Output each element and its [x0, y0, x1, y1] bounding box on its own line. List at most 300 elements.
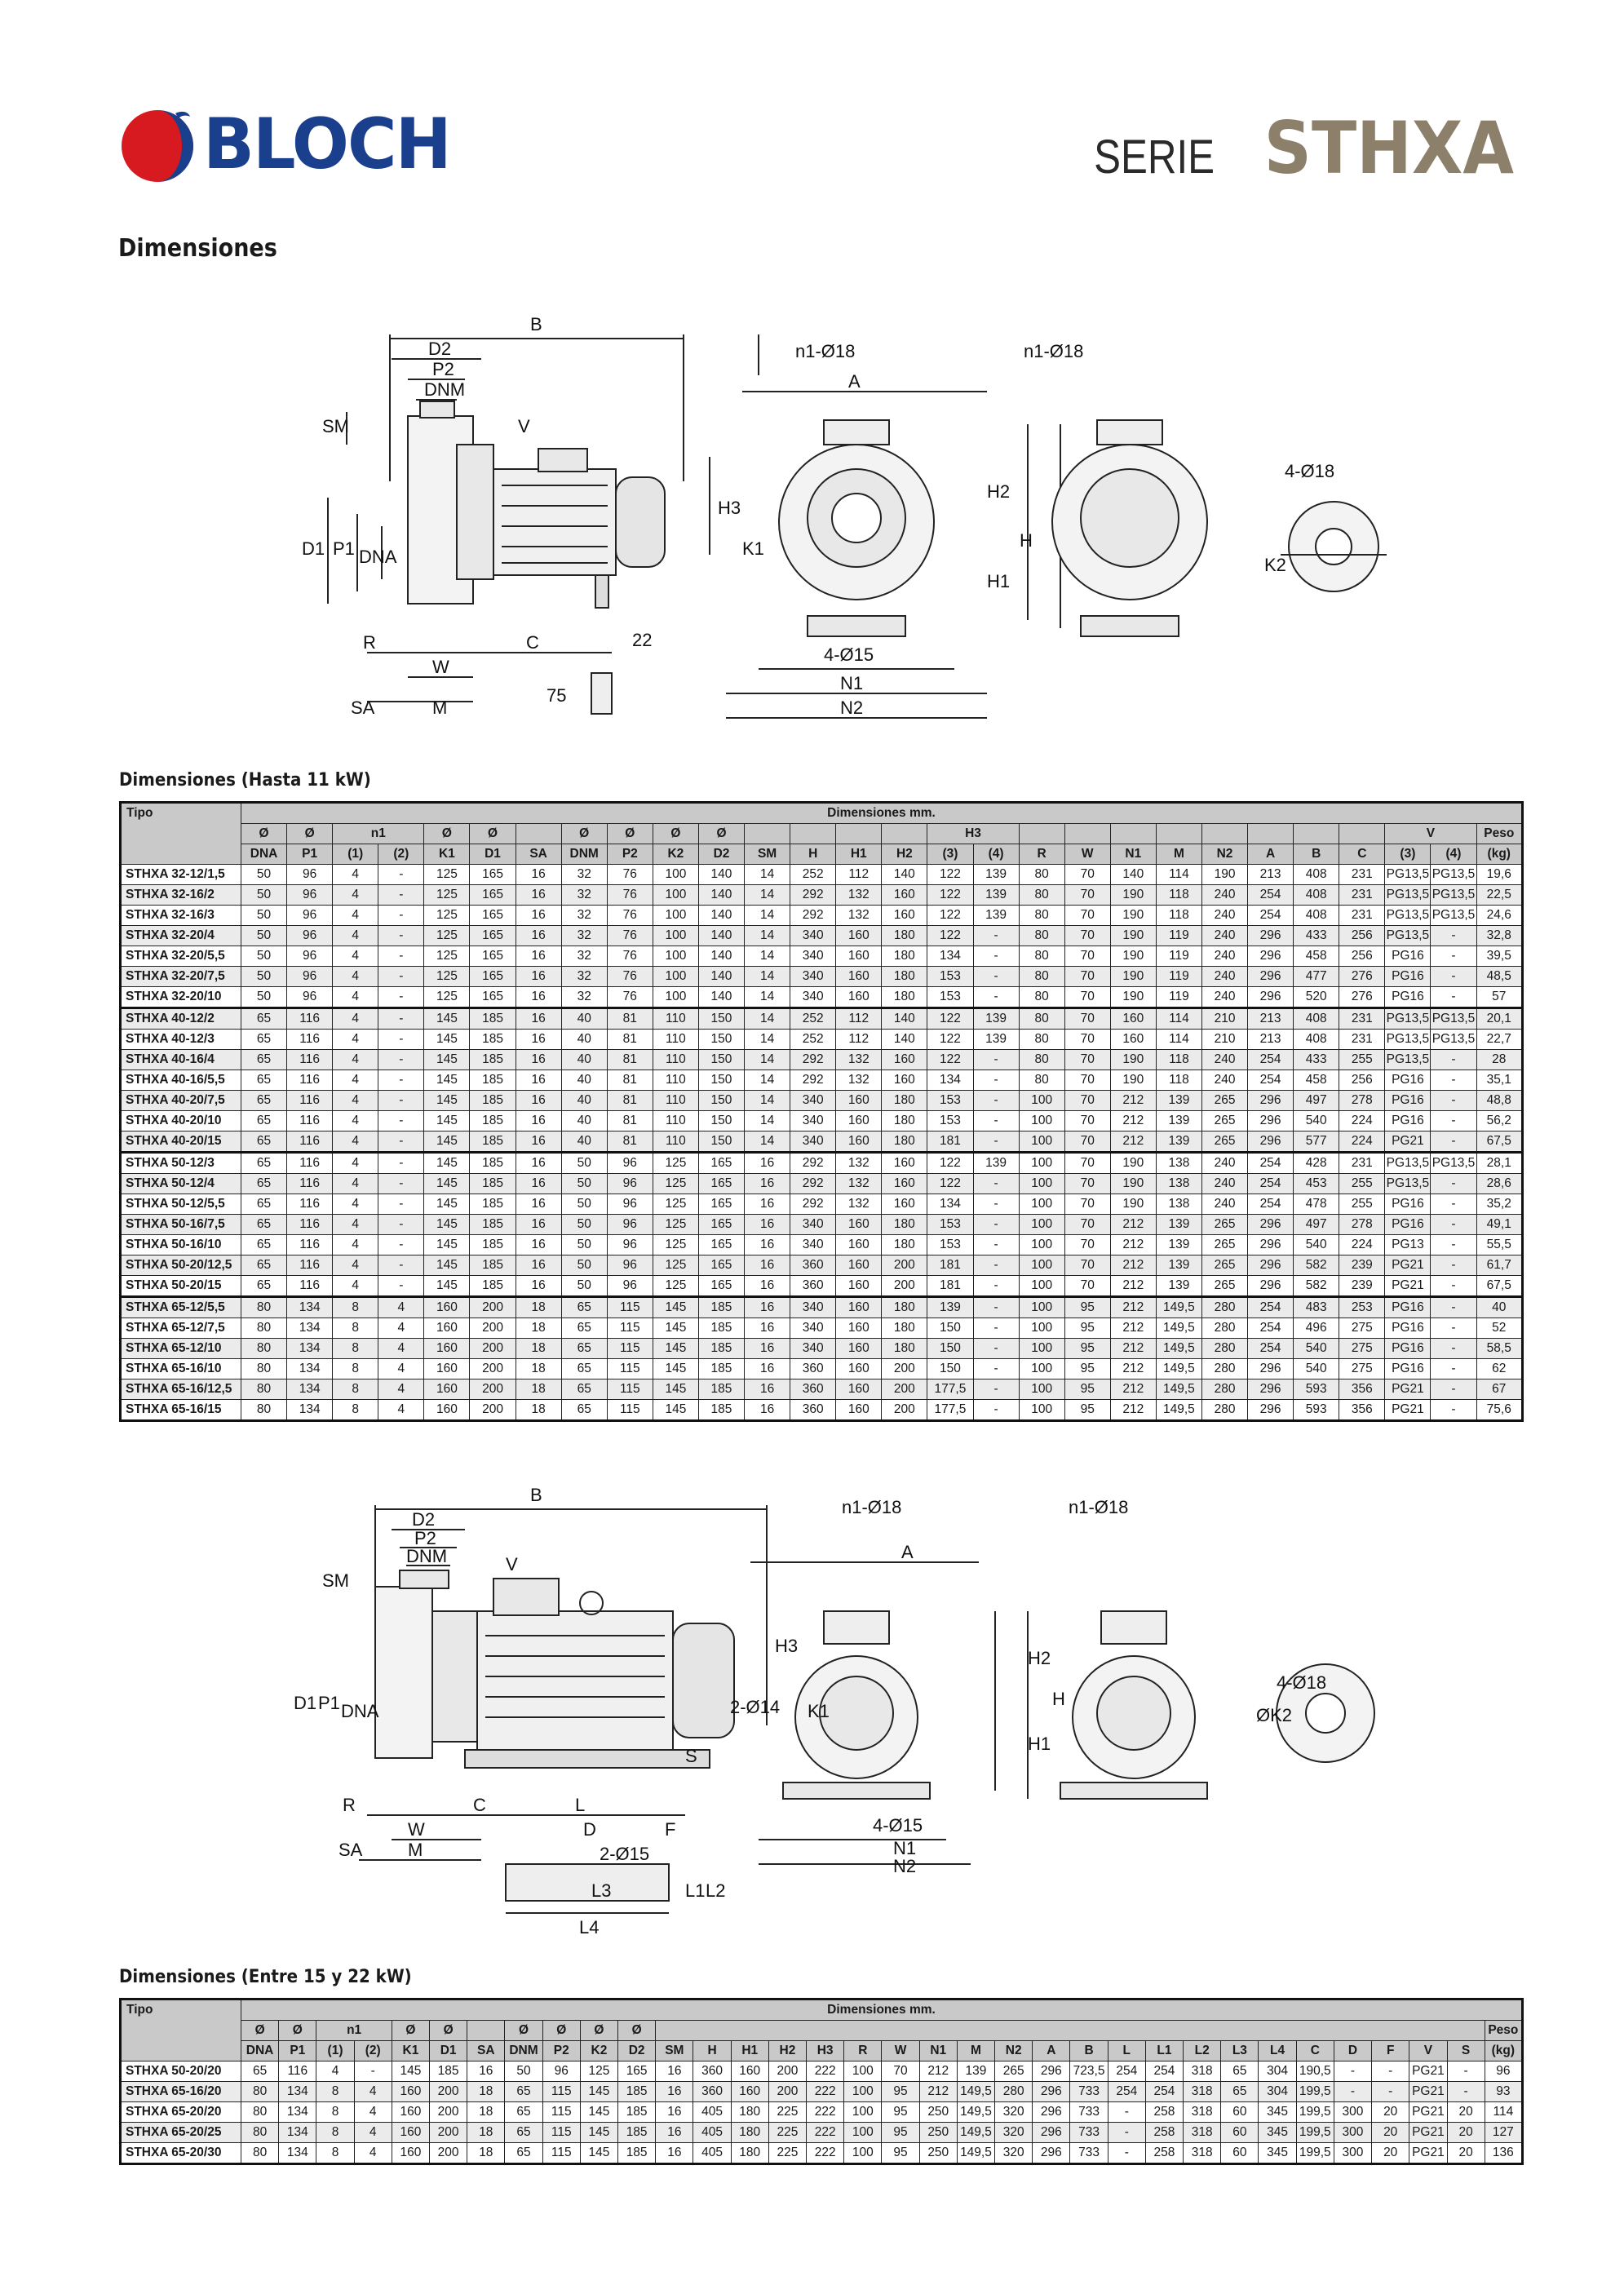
table-cell: 4: [333, 1008, 378, 1030]
table-cell: 593: [1294, 1400, 1339, 1421]
table-cell: 185: [470, 1091, 516, 1111]
table-cell: 16: [516, 906, 561, 926]
table-cell: 477: [1294, 967, 1339, 987]
table-cell: 212: [1110, 1256, 1156, 1276]
table-cell: 292: [790, 1194, 836, 1215]
table2-col-header: L3: [1221, 2041, 1259, 2062]
dim2-label-l2: L2: [706, 1880, 726, 1901]
table-cell: 40: [561, 1091, 607, 1111]
table-cell: 160: [836, 1215, 882, 1235]
table-cell: 296: [1033, 2102, 1070, 2123]
table2-top-header-row: [121, 2021, 1523, 2041]
table-cell: 180: [882, 1215, 927, 1235]
table-cell: -: [973, 1339, 1019, 1359]
table-cell: 150: [927, 1359, 973, 1380]
table-cell: 96: [607, 1256, 653, 1276]
table-cell: PG13,5: [1385, 1174, 1431, 1194]
table-cell: 14: [745, 946, 790, 967]
table-cell: 212: [1110, 1215, 1156, 1235]
table-cell: 100: [1019, 1132, 1064, 1153]
table1-col-header: W: [1064, 844, 1110, 865]
table2-col-header: (1): [316, 2041, 354, 2062]
table-cell: 433: [1294, 926, 1339, 946]
table-cell: 153: [927, 1235, 973, 1256]
table-cell: 200: [470, 1339, 516, 1359]
model-name-cell: STHXA 32-20/10: [121, 987, 241, 1008]
table-cell: 136: [1485, 2143, 1522, 2164]
table-cell: PG21: [1385, 1276, 1431, 1297]
table-cell: 320: [995, 2102, 1033, 2123]
table-cell: 122: [927, 1008, 973, 1030]
table-cell: 199,5: [1296, 2082, 1334, 2102]
table-cell: 185: [470, 1008, 516, 1030]
table-cell: 4: [333, 1111, 378, 1132]
table-cell: 80: [1019, 1008, 1064, 1030]
table2-top-header-blank: [656, 2021, 1485, 2041]
table-cell: PG16: [1385, 987, 1431, 1008]
table-cell: 139: [1156, 1235, 1201, 1256]
dim2-label-b: B: [530, 1485, 542, 1505]
table-cell: 56,2: [1476, 1111, 1522, 1132]
table-cell: 80: [1019, 987, 1064, 1008]
table-cell: 4: [333, 1050, 378, 1070]
table1-col-header: H: [790, 844, 836, 865]
table-cell: 150: [698, 1091, 744, 1111]
table-cell: 582: [1294, 1256, 1339, 1276]
dim-label-p1: P1: [333, 538, 355, 559]
model-name-cell: STHXA 40-20/15: [121, 1132, 241, 1153]
table-cell: 222: [807, 2062, 844, 2082]
table-cell: 540: [1294, 1359, 1339, 1380]
table-cell: -: [973, 1091, 1019, 1111]
table-cell: 65: [505, 2143, 542, 2164]
table-cell: 116: [287, 1132, 333, 1153]
table-cell: 134: [287, 1359, 333, 1380]
table-cell: 32: [561, 906, 607, 926]
table-cell: 4: [333, 885, 378, 906]
table-cell: 185: [698, 1318, 744, 1339]
table-cell: 185: [470, 1132, 516, 1153]
table-cell: 16: [516, 926, 561, 946]
table1-top-header: [516, 824, 561, 844]
table-row: [121, 1318, 1523, 1339]
table-cell: 160: [836, 1091, 882, 1111]
table-cell: 265: [1201, 1276, 1247, 1297]
table1-top-header: [1339, 824, 1385, 844]
table-row: [121, 967, 1523, 987]
table-cell: 185: [470, 1256, 516, 1276]
table-cell: 4: [333, 987, 378, 1008]
table1-col-header: P1: [287, 844, 333, 865]
table-cell: 239: [1339, 1276, 1385, 1297]
table-cell: 200: [882, 1359, 927, 1380]
table-cell: -: [354, 2062, 392, 2082]
table-cell: -: [378, 1111, 424, 1132]
table-cell: 185: [470, 1194, 516, 1215]
table-cell: PG13: [1385, 1235, 1431, 1256]
table-cell: 181: [927, 1256, 973, 1276]
table-cell: 14: [745, 1132, 790, 1153]
table-cell: 125: [653, 1174, 698, 1194]
table-cell: 212: [1110, 1235, 1156, 1256]
table-cell: 733: [1070, 2082, 1108, 2102]
table-cell: PG21: [1385, 1380, 1431, 1400]
table-cell: -: [1431, 967, 1476, 987]
table-cell: 95: [882, 2102, 919, 2123]
dim2-label-h3: H3: [775, 1636, 799, 1656]
table-cell: PG21: [1409, 2123, 1447, 2143]
table-cell: 185: [618, 2123, 656, 2143]
table-cell: 250: [919, 2123, 957, 2143]
table-cell: 125: [424, 946, 470, 967]
table-cell: 50: [241, 987, 287, 1008]
table-cell: 190: [1110, 946, 1156, 967]
table-cell: 150: [698, 1008, 744, 1030]
table-cell: 540: [1294, 1235, 1339, 1256]
table-cell: 185: [698, 1297, 744, 1318]
table-cell: 408: [1294, 1030, 1339, 1050]
table-cell: -: [1431, 946, 1476, 967]
table1-col-header: D2: [698, 844, 744, 865]
table-cell: 256: [1339, 946, 1385, 967]
table-row: [121, 1030, 1523, 1050]
table-cell: 96: [607, 1174, 653, 1194]
table-cell: -: [973, 1276, 1019, 1297]
table-cell: 134: [927, 1070, 973, 1091]
table-row: [121, 1111, 1523, 1132]
table1-top-header: [1064, 824, 1110, 844]
table-cell: 160: [836, 1132, 882, 1153]
table-cell: 160: [1110, 1030, 1156, 1050]
table-cell: 180: [731, 2143, 768, 2164]
table-cell: PG13,5: [1385, 865, 1431, 885]
table-cell: 18: [516, 1380, 561, 1400]
table-cell: -: [1447, 2082, 1485, 2102]
table-cell: 4: [333, 967, 378, 987]
table-cell: 177,5: [927, 1380, 973, 1400]
table-cell: 139: [973, 1030, 1019, 1050]
table-cell: 210: [1201, 1008, 1247, 1030]
model-name-cell: STHXA 40-16/5,5: [121, 1070, 241, 1091]
dim2-label-sm: SM: [322, 1570, 349, 1591]
table-row: [121, 1215, 1523, 1235]
table-cell: 16: [745, 1276, 790, 1297]
table-cell: 116: [287, 1070, 333, 1091]
dim-label-dnm: DNM: [424, 379, 466, 400]
table-cell: PG13,5: [1431, 1008, 1476, 1030]
table2-col-header: V: [1409, 2041, 1447, 2062]
table-cell: 18: [516, 1359, 561, 1380]
dim2-label-4-18: 4-Ø18: [1277, 1672, 1327, 1693]
table-cell: -: [973, 1050, 1019, 1070]
table-cell: 345: [1259, 2143, 1296, 2164]
table-cell: 16: [516, 1070, 561, 1091]
table-cell: 65: [241, 1256, 287, 1276]
table-cell: 115: [607, 1359, 653, 1380]
table2-col-header: (2): [354, 2041, 392, 2062]
table-cell: PG13,5: [1385, 1050, 1431, 1070]
table-cell: 14: [745, 1050, 790, 1070]
dim-label-a: A: [848, 371, 861, 392]
table-cell: 16: [745, 1400, 790, 1421]
dim-label-4-15: 4-Ø15: [824, 644, 874, 665]
table-cell: 149,5: [1156, 1318, 1201, 1339]
table-cell: 200: [768, 2062, 806, 2082]
model-name-cell: STHXA 40-12/3: [121, 1030, 241, 1050]
table-cell: 292: [790, 906, 836, 926]
table-cell: -: [378, 1174, 424, 1194]
table-cell: 28,1: [1476, 1153, 1522, 1174]
model-name-cell: STHXA 32-20/4: [121, 926, 241, 946]
table2-col-header: H: [693, 2041, 731, 2062]
table-cell: 14: [745, 987, 790, 1008]
table-cell: 50: [561, 1215, 607, 1235]
table-cell: 8: [316, 2102, 354, 2123]
table-cell: 149,5: [957, 2102, 994, 2123]
table-cell: 360: [790, 1359, 836, 1380]
table-cell: 180: [882, 1297, 927, 1318]
table-cell: 153: [927, 1091, 973, 1111]
table-row: [121, 1132, 1523, 1153]
table-cell: -: [1431, 1339, 1476, 1359]
table-cell: 100: [1019, 1235, 1064, 1256]
table-cell: 81: [607, 1132, 653, 1153]
table-cell: 145: [653, 1297, 698, 1318]
table-cell: 115: [542, 2123, 580, 2143]
table-row: [121, 1070, 1523, 1091]
table-cell: -: [1431, 1070, 1476, 1091]
table-cell: 65: [241, 1215, 287, 1235]
table-cell: 231: [1339, 865, 1385, 885]
table-cell: 254: [1248, 1339, 1294, 1359]
table-cell: 153: [927, 967, 973, 987]
dim2-label-s: S: [685, 1746, 697, 1766]
table1-body: [121, 865, 1523, 1421]
table-cell: -: [1431, 1235, 1476, 1256]
table-cell: 18: [467, 2123, 505, 2143]
table2-col-header: H3: [807, 2041, 844, 2062]
table-cell: 100: [653, 885, 698, 906]
table-cell: 254: [1108, 2062, 1145, 2082]
table-cell: 165: [618, 2062, 656, 2082]
table-cell: 62: [1476, 1359, 1522, 1380]
table-cell: 80: [241, 1318, 287, 1339]
table-cell: 318: [1184, 2123, 1221, 2143]
table-cell: 160: [1110, 1008, 1156, 1030]
table-cell: 296: [1248, 1276, 1294, 1297]
table-cell: 160: [836, 926, 882, 946]
table-cell: 231: [1339, 1153, 1385, 1174]
table-cell: 65: [561, 1400, 607, 1421]
table-cell: 180: [731, 2123, 768, 2143]
table-cell: 250: [919, 2102, 957, 2123]
table-cell: 165: [470, 946, 516, 967]
table1-col-header: (2): [378, 844, 424, 865]
table1-top-header: [1019, 824, 1064, 844]
table-cell: 280: [1201, 1318, 1247, 1339]
table-cell: 14: [745, 885, 790, 906]
table-cell: PG16: [1385, 1111, 1431, 1132]
table-cell: 100: [1019, 1256, 1064, 1276]
table-cell: 80: [1019, 865, 1064, 885]
dim-label-sm: SM: [322, 416, 349, 436]
dim-label-n1-base: N1: [840, 673, 864, 693]
table-cell: 16: [745, 1194, 790, 1215]
table-cell: PG13,5: [1385, 885, 1431, 906]
table-cell: 593: [1294, 1380, 1339, 1400]
dim-label-h1: H1: [987, 571, 1011, 591]
table-cell: 16: [745, 1297, 790, 1318]
table-cell: 296: [1248, 1400, 1294, 1421]
table-cell: 65: [241, 1070, 287, 1091]
table-cell: 100: [653, 946, 698, 967]
table2-top-header: Ø: [580, 2021, 617, 2041]
table-cell: 200: [430, 2123, 467, 2143]
table-cell: -: [378, 1132, 424, 1153]
table-cell: 20,1: [1476, 1008, 1522, 1030]
table-cell: 180: [882, 967, 927, 987]
table-cell: 145: [580, 2102, 617, 2123]
table-cell: 132: [836, 1050, 882, 1070]
table-cell: 24,6: [1476, 906, 1522, 926]
model-name-cell: STHXA 50-20/12,5: [121, 1256, 241, 1276]
table2-col-header: P2: [542, 2041, 580, 2062]
table-cell: 96: [607, 1215, 653, 1235]
table-cell: 100: [1019, 1318, 1064, 1339]
table-cell: 177,5: [927, 1400, 973, 1421]
table-cell: 185: [470, 1174, 516, 1194]
table-cell: PG13,5: [1431, 865, 1476, 885]
model-name-cell: STHXA 65-16/12,5: [121, 1380, 241, 1400]
table-cell: 134: [287, 1318, 333, 1339]
table-cell: 212: [919, 2082, 957, 2102]
table-cell: 70: [1064, 1132, 1110, 1153]
dim-label-n2: N2: [840, 698, 864, 718]
table-cell: 70: [1064, 1091, 1110, 1111]
table-cell: 240: [1201, 885, 1247, 906]
table-cell: 340: [790, 1111, 836, 1132]
table-cell: 165: [698, 1276, 744, 1297]
table-cell: 340: [790, 1297, 836, 1318]
table2-col-header: F: [1372, 2041, 1409, 2062]
table2-top-header: Ø: [392, 2021, 429, 2041]
table2-top-header: Ø: [241, 2021, 279, 2041]
table-cell: -: [1334, 2062, 1371, 2082]
table-cell: 4: [333, 1174, 378, 1194]
table-cell: 80: [1019, 926, 1064, 946]
table-cell: 4: [378, 1380, 424, 1400]
table-cell: 280: [1201, 1380, 1247, 1400]
table-cell: 114: [1156, 1030, 1201, 1050]
table-cell: 356: [1339, 1400, 1385, 1421]
table-cell: -: [1431, 1256, 1476, 1276]
table-cell: 165: [698, 1215, 744, 1235]
table-cell: 4: [333, 1030, 378, 1050]
table-cell: 4: [354, 2143, 392, 2164]
table-cell: 280: [1201, 1297, 1247, 1318]
table-cell: 65: [241, 2062, 279, 2082]
table-cell: 125: [424, 967, 470, 987]
table-cell: 150: [698, 1111, 744, 1132]
table-cell: 35,2: [1476, 1194, 1522, 1215]
table-cell: 296: [1248, 967, 1294, 987]
table-cell: 95: [1064, 1380, 1110, 1400]
table-cell: 125: [580, 2062, 617, 2082]
table-cell: 16: [656, 2143, 693, 2164]
dimensions-table-15-22kw: [119, 1998, 1524, 2165]
table-cell: 96: [607, 1153, 653, 1174]
table-cell: 160: [882, 1174, 927, 1194]
table-cell: -: [1431, 1276, 1476, 1297]
table-cell: 65: [241, 1111, 287, 1132]
table-cell: 200: [882, 1380, 927, 1400]
table-cell: 81: [607, 1050, 653, 1070]
table-cell: 4: [333, 865, 378, 885]
table-cell: 134: [279, 2102, 316, 2123]
table-cell: 18: [516, 1339, 561, 1359]
table-cell: 112: [836, 1030, 882, 1050]
table-cell: -: [378, 1215, 424, 1235]
table1-col-header: SA: [516, 844, 561, 865]
table-cell: 50: [241, 967, 287, 987]
table-cell: 95: [882, 2082, 919, 2102]
table-cell: 180: [882, 987, 927, 1008]
table-cell: 81: [607, 1111, 653, 1132]
table-cell: 258: [1145, 2123, 1183, 2143]
table-cell: PG13,5: [1431, 885, 1476, 906]
table1-top-header: [1156, 824, 1201, 844]
table-cell: 185: [698, 1380, 744, 1400]
table-cell: 16: [516, 1194, 561, 1215]
table-cell: 16: [745, 1174, 790, 1194]
table-cell: 185: [470, 1235, 516, 1256]
table-cell: 132: [836, 1070, 882, 1091]
table-cell: 119: [1156, 926, 1201, 946]
table1-col-header: M: [1156, 844, 1201, 865]
table2-col-header: S: [1447, 2041, 1485, 2062]
table-cell: 116: [287, 1194, 333, 1215]
table2-col-header: SM: [656, 2041, 693, 2062]
table1-top-header: [790, 824, 836, 844]
table-cell: 254: [1248, 1174, 1294, 1194]
model-name-cell: STHXA 32-20/7,5: [121, 967, 241, 987]
table-cell: 125: [653, 1235, 698, 1256]
table-cell: 4: [333, 1132, 378, 1153]
table-cell: 145: [580, 2082, 617, 2102]
table-cell: 80: [1019, 946, 1064, 967]
table-cell: 80: [241, 2123, 279, 2143]
table2-col-header: (kg): [1485, 2041, 1522, 2062]
table-cell: -: [378, 885, 424, 906]
table-cell: 296: [1248, 1380, 1294, 1400]
table-cell: 145: [424, 1276, 470, 1297]
table2-col-header: P1: [279, 2041, 316, 2062]
dim2-label-h1: H1: [1028, 1734, 1051, 1754]
table-cell: -: [1372, 2062, 1409, 2082]
table-cell: 116: [287, 1111, 333, 1132]
table-cell: 134: [927, 946, 973, 967]
table-cell: -: [1447, 2062, 1485, 2082]
table-row: [121, 1235, 1523, 1256]
table-cell: 122: [927, 926, 973, 946]
table-cell: 100: [1019, 1174, 1064, 1194]
table1-top-header: [1248, 824, 1294, 844]
dim2-label-r: R: [343, 1795, 356, 1815]
table-cell: 70: [1064, 926, 1110, 946]
table-cell: 127: [1485, 2123, 1522, 2143]
table-cell: 520: [1294, 987, 1339, 1008]
table-cell: 100: [653, 865, 698, 885]
